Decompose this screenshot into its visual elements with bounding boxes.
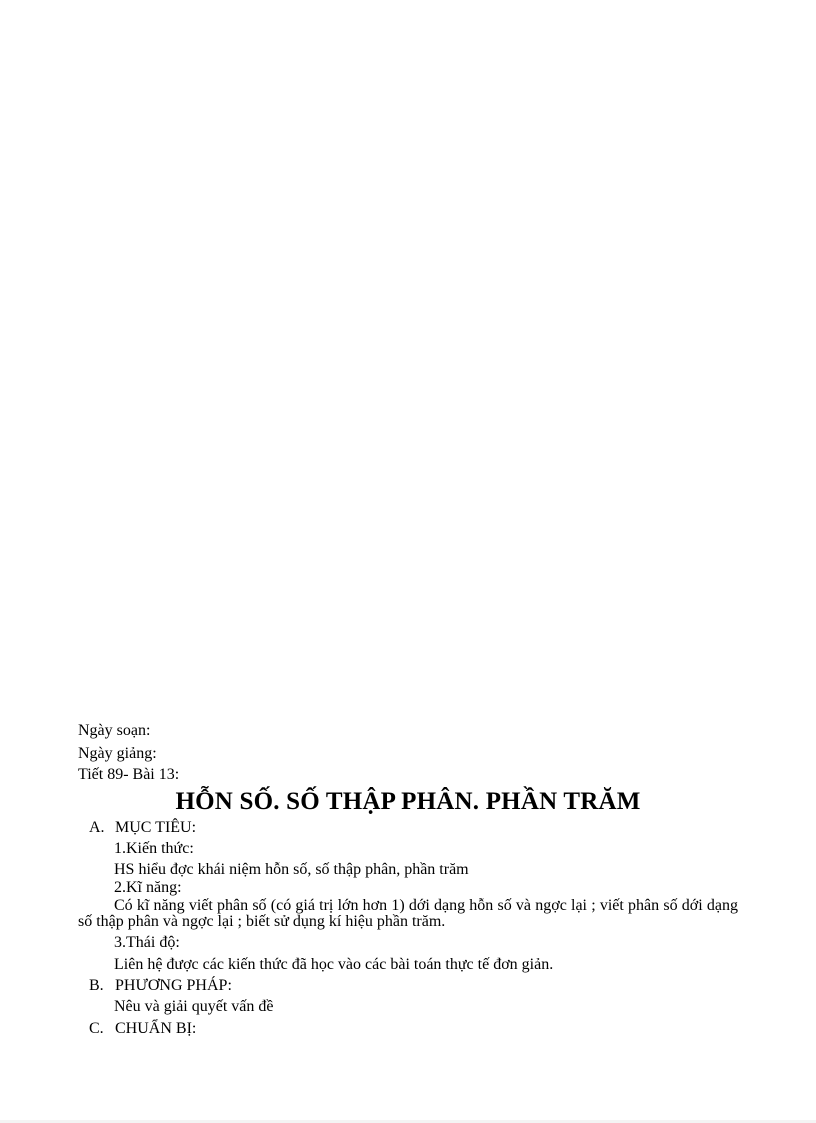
lesson-number: Tiết 89- Bài 13:	[78, 766, 180, 783]
ngay-soan-label: Ngày soạn:	[78, 722, 151, 739]
section-b-letter: B.	[89, 977, 104, 994]
section-a-heading	[89, 819, 196, 837]
section-c-heading	[89, 1020, 196, 1038]
knowledge-heading: 1.Kiến thức:	[114, 840, 194, 857]
lesson-title: HỖN SỐ. SỐ THẬP PHÂN. PHẦN TRĂM	[175, 788, 641, 815]
section-a-letter: A.	[89, 819, 105, 836]
section-c-letter: C.	[89, 1020, 104, 1037]
skills-text: Có kĩ năng viết phân số (có giá trị lớn hơn 1) dới dạng hỗn số và ngợc lại ; viết phân số dới dạng số thập phân và ngợc lại ; biết sử dụng kí hiệu phần trăm.	[78, 897, 738, 930]
section-b-title: PHƯƠNG PHÁP:	[115, 977, 232, 994]
section-c-title: CHUẨN BỊ:	[115, 1020, 197, 1037]
skills-heading: 2.Kĩ năng:	[114, 879, 182, 896]
knowledge-text: HS hiểu đợc khái niệm hỗn số, số thập phân, phần trăm	[114, 861, 469, 878]
ngay-giang-label: Ngày giảng:	[78, 745, 157, 762]
method-text: Nêu và giải quyết vấn đề	[114, 998, 274, 1015]
attitude-text: Liên hệ được các kiến thức đã học vào các bài toán thực tế đơn giản.	[114, 956, 554, 973]
section-b-heading	[89, 977, 232, 995]
section-a-title: MỤC TIÊU:	[115, 819, 197, 836]
attitude-heading: 3.Thái độ:	[114, 934, 180, 951]
